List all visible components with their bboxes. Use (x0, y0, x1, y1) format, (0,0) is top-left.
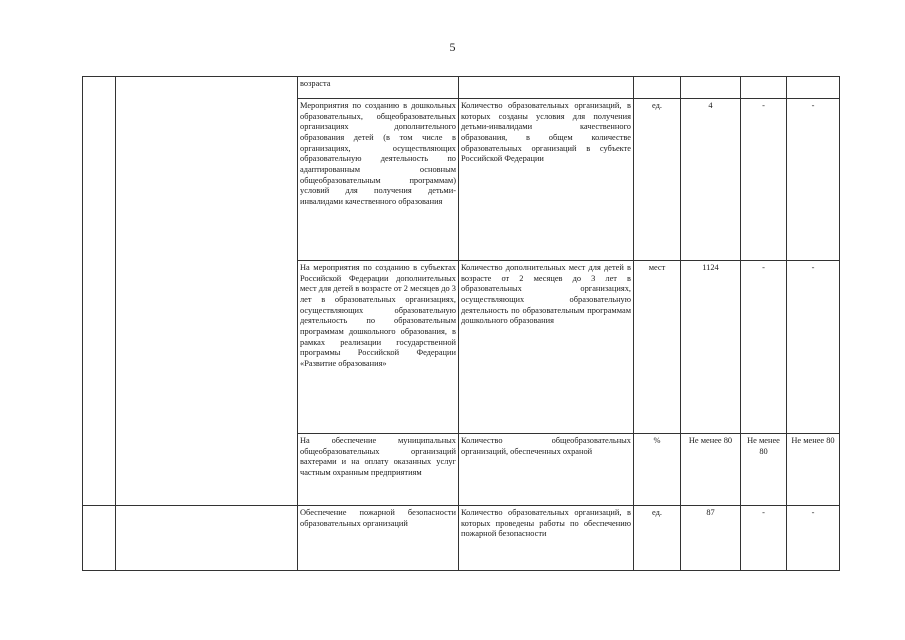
value-cell-year-3 (787, 77, 840, 99)
number-cell (83, 77, 116, 506)
table-row (83, 77, 840, 99)
value-cell-year-3: Не менее 80 (787, 434, 840, 506)
value-cell-year-2: - (741, 99, 787, 261)
value-cell-year-1: Не менее 80 (681, 434, 741, 506)
value-cell-year-3: - (787, 99, 840, 261)
indicator-cell (459, 77, 634, 99)
program-cell (116, 77, 298, 506)
unit-cell: ед. (634, 99, 681, 261)
indicator-cell: Количество общеобразовательных организаций, обеспеченных охраной (459, 434, 634, 506)
value-cell-year-1: 87 (681, 506, 741, 571)
value-cell-year-3: - (787, 261, 840, 434)
program-cell (116, 506, 298, 571)
measure-cell: возраста (298, 77, 459, 99)
value-cell-year-1: 4 (681, 99, 741, 261)
budget-indicators-table (82, 76, 840, 571)
measure-cell: На мероприятия по созданию в субъектах Российской Федерации дополнительных мест для детей в возрасте от 2 месяцев до 3 лет в образовательных организациях, осуществляющих образовательную деятельность по образовательным программам дошкольного образования, в рамках реализации государственной программы Российской Федерации «Развитие образования» (298, 261, 459, 434)
indicator-cell: Количество дополнительных мест для детей в возрасте от 2 месяцев до 3 лет в образовательных организациях, осуществляющих образовательную деятельность по образовательным программам дошкольного образования (459, 261, 634, 434)
table-row (83, 506, 840, 571)
value-cell-year-2: - (741, 261, 787, 434)
indicator-cell: Количество образовательных организаций, в которых созданы условия для получения детьми-инвалидами качественного образования, в общем количестве образовательных организаций в субъекте Российской Федерации (459, 99, 634, 261)
unit-cell (634, 77, 681, 99)
value-cell-year-1: 1124 (681, 261, 741, 434)
value-cell-year-2 (741, 77, 787, 99)
number-cell (83, 506, 116, 571)
unit-cell: % (634, 434, 681, 506)
unit-cell: мест (634, 261, 681, 434)
value-cell-year-1 (681, 77, 741, 99)
unit-cell: ед. (634, 506, 681, 571)
indicator-cell: Количество образовательных организаций, в которых проведены работы по обеспечению пожарной безопасности (459, 506, 634, 571)
value-cell-year-2: - (741, 506, 787, 571)
measure-cell: На обеспечение муниципальных общеобразовательных организаций вахтерами и на оплату оказанных услуг частным охранным предприятиям (298, 434, 459, 506)
page-number: 5 (449, 40, 456, 54)
value-cell-year-2: Не менее 80 (741, 434, 787, 506)
measure-cell: Обеспечение пожарной безопасности образовательных организаций (298, 506, 459, 571)
value-cell-year-3: - (787, 506, 840, 571)
measure-cell: Мероприятия по созданию в дошкольных образовательных, общеобразовательных организациях дополнительного образования детей (в том числе в организациях, осуществляющих образовательную деятельность по адаптированным основным общеобразовательным программам) условий для получения детьми-инвалидами качественного образования (298, 99, 459, 261)
